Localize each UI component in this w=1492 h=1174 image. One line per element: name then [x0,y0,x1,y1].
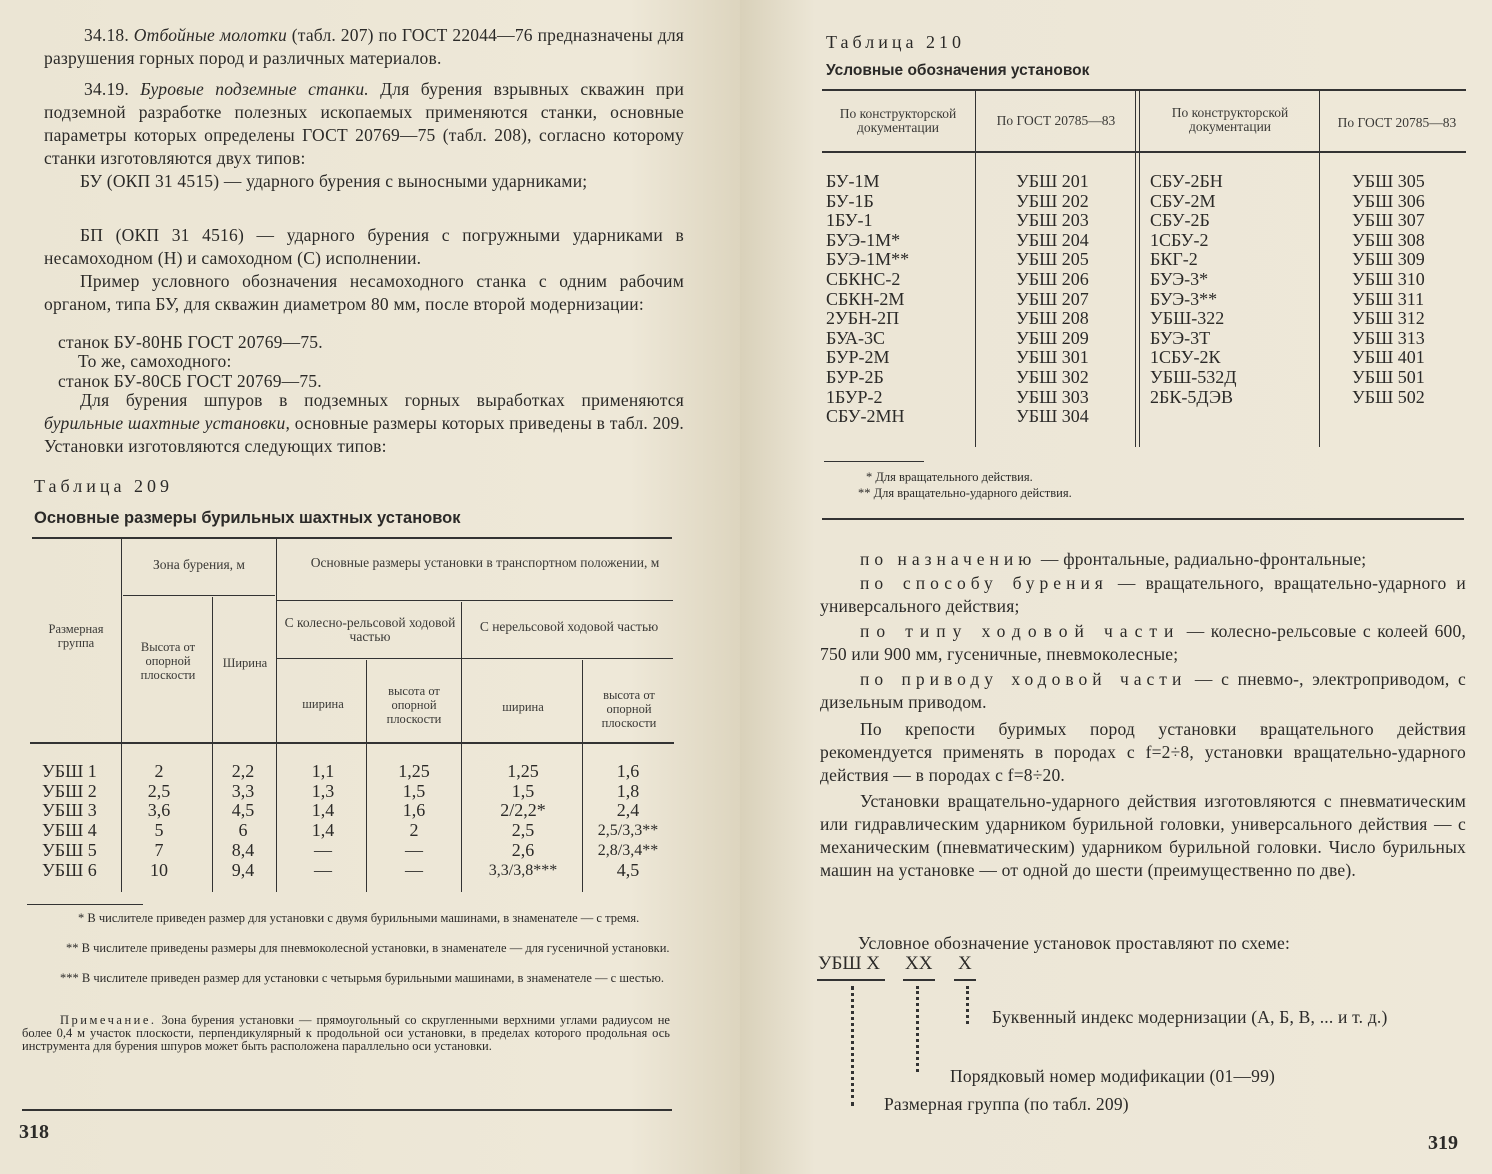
paragraph-bu: БУ (ОКП 31 4515) — ударного бурения с выносными ударниками; [80,171,588,191]
table210-header-1: По конструкторской документации [839,106,957,135]
table210-cell-c2-r13: УБШ 304 [1016,406,1089,427]
table210-bottom-rule [822,518,1464,520]
table210-cell-c2-r8: УБШ 208 [1016,308,1089,329]
table209-note-3: *** В числителе приведен размер для установки с четырьмя бурильными машинами, в знаменателе — с шестью. [60,971,664,985]
table210-cell-c1-r8: 2УБН-2П [826,308,900,329]
scheme-leader-3 [966,986,969,1024]
scheme-underline-1 [817,979,885,981]
table209-cell-r4-c2: 5 [154,820,164,841]
table210-cell-c1-r13: СБУ-2МН [826,406,905,427]
left-page [0,0,740,1174]
table209-cell-r1-c1: УБШ 1 [42,761,97,781]
table210-cell-c2-r3: УБШ 203 [1016,210,1089,231]
table210-cell-c1-r5: БУЭ-1М** [826,249,910,270]
table210-cell-c4-r5: УБШ 309 [1352,249,1425,270]
table209-note-1: * В числителе приведен размер для установки с двумя бурильными машинами, в знаменателе — с тремя. [78,911,640,925]
table210-cell-c3-r5: БКГ-2 [1150,249,1198,270]
table210-cell-c2-r6: УБШ 206 [1016,269,1089,289]
table210-cell-c2-r2: УБШ 202 [1016,190,1089,211]
page-number-right: 319 [1428,1132,1458,1154]
table209-top-rule [32,537,672,539]
table209-cell-r3-c3: 4,5 [231,800,255,821]
table210-cell-c3-r10: 1СБУ-2К [1150,347,1221,368]
table209-cell-r2-c6: 1,5 [511,780,535,801]
table209-cell-r1-c7: 1,6 [616,761,640,781]
table210-cell-c3-r8: УБШ-322 [1150,308,1225,329]
table210-vline-2b [1139,91,1140,447]
table210-cell-c1-r1: БУ-1М [826,171,880,191]
table209-title: Основные размеры бурильных шахтных установок [34,509,461,527]
type-by-purpose: по назначению — фронтальные, радиально-фронтальные; [860,549,1367,569]
table209-cell-r1-c2: 2 [154,761,164,781]
table210-cell-c3-r9: БУЭ-3Т [1150,327,1211,348]
header-group: Размерная группа [48,622,104,650]
scheme-underline-2 [903,979,935,981]
table210-cell-c4-r12: УБШ 502 [1352,386,1425,407]
example-1: станок БУ-80НБ ГОСТ 20769—75. [58,332,323,352]
table210-cell-c3-r1: СБУ-2БН [1150,171,1223,191]
table209-cell-r1-c5: 1,25 [398,761,430,781]
table209-cell-r5-c1: УБШ 5 [42,839,97,860]
table210-label: Таблица 210 [826,32,965,52]
table210-cell-c4-r3: УБШ 307 [1352,210,1425,231]
table210-vline-3 [1319,91,1320,447]
table209-cell-r4-c6: 2,5 [511,820,535,841]
table209-cell-r6-c2: 10 [150,859,168,880]
example-same: То же, самоходного: [78,351,232,371]
table209-rule-sub [277,658,673,659]
table210-cell-c4-r1: УБШ 305 [1352,171,1425,191]
header-zone: Зона бурения, м [153,557,245,572]
table209-cell-r1-c6: 1,25 [507,761,539,781]
paragraph-shpur: Для бурения шпуров в подземных горных выработках применяются бурильные шахтные установки, основные размеры которых приведены в табл. 209. Установки изготовляются следующих типов: [44,390,684,456]
table210-vline-1 [975,91,976,447]
table209-rule-zone [123,595,275,596]
table210-cell-c3-r7: БУЭ-3** [1150,288,1218,309]
header-nonrail-height: высота от опорной плоскости [601,688,657,730]
table209-cell-r5-c6: 2,6 [511,839,535,860]
table209-cell-r1-c4: 1,1 [311,761,335,781]
scheme-code-3: Х [958,953,972,974]
paragraph-3418: 34.18. Отбойные молотки (табл. 207) по ГОСТ 22044—76 предназначены для разрушения горных пород и различных материалов. [44,25,685,68]
table210-cell-c2-r5: УБШ 205 [1016,249,1089,270]
type-by-drive: по приводу ходовой части — с пневмо-, электроприводом, с дизельным приводом. [820,669,1466,712]
table210-header-3: По конструкторской документации [1171,105,1289,134]
table209-cell-r2-c7: 1,8 [616,780,640,801]
paragraph-hammer: Установки вращательно-ударного действия изготовляются с пневматическим или гидравлическим ударником бурильной головки, универсального действия — с механическим (пневматическим) ударником бурильной головки. Число бурильных машин на установке — от одной до шести (преимущественно по две). [820,791,1466,880]
table210-cell-c4-r9: УБШ 313 [1352,327,1425,348]
table210-cell-c3-r4: 1СБУ-2 [1150,229,1209,250]
table210-notes-rule [824,461,924,462]
table210-cell-c3-r3: СБУ-2Б [1150,210,1210,231]
table210-cell-c1-r4: БУЭ-1М* [826,229,901,250]
table209-cell-r3-c7: 2,4 [616,800,640,821]
scheme-label-modification: Порядковый номер модификации (01—99) [950,1066,1276,1086]
table209-vline-1 [121,539,122,892]
table209-cell-r4-c3: 6 [238,820,248,841]
table209-cell-r4-c1: УБШ 4 [42,820,97,841]
table209-rule-main [277,600,673,601]
table209-cell-r5-c3: 8,4 [231,839,255,860]
table209-cell-r6-c7: 4,5 [616,859,640,880]
table209-cell-r5-c7: 2,8/3,4** [597,841,659,859]
paragraph-example: Пример условного обозначения несамоходного станка с одним рабочим органом, типа БУ, для скважин диаметром 80 мм, после второй модернизации: [44,271,684,314]
table209-vline-5 [461,602,462,892]
table210-cell-c3-r12: 2БК-5ДЭВ [1150,386,1233,407]
table210-cell-c2-r10: УБШ 301 [1016,347,1089,368]
table210-cell-c4-r10: УБШ 401 [1352,347,1425,368]
paragraph-strength: По крепости буримых пород установки вращательного действия рекомендуется применять в породах с f=2÷8, установки вращательно-ударного действия — в породах с f=8÷20. [820,719,1466,785]
table210-cell-c4-r7: УБШ 311 [1352,288,1425,309]
table209-cell-r2-c2: 2,5 [147,780,171,801]
table210-title: Условные обозначения установок [826,62,1090,79]
scheme-leader-1 [851,986,854,1106]
scheme-label-group: Размерная группа (по табл. 209) [884,1094,1129,1114]
table209-cell-r5-c2: 7 [154,839,164,860]
table210-cell-c1-r7: СБКН-2М [826,288,905,309]
table210-cell-c4-r6: УБШ 310 [1352,269,1425,289]
page-number-left: 318 [19,1121,49,1143]
table209-cell-r5-c4: — [314,839,332,860]
header-rail-width: ширина [302,697,344,711]
table209-cell-r3-c6: 2/2,2* [500,800,546,821]
header-nonrail-width: ширина [502,700,544,714]
table210-top-rule [822,89,1466,91]
right-page [740,0,1492,1174]
table209-cell-r2-c5: 1,5 [402,780,426,801]
header-nonrail: С нерельсовой ходовой частью [479,619,659,634]
table209-cell-r6-c5: — [405,859,423,880]
table210-cell-c1-r10: БУР-2М [826,347,890,368]
table209-cell-r4-c4: 1,4 [311,820,335,841]
table209-header-rule [30,742,674,744]
table210-cell-c1-r2: БУ-1Б [826,190,874,211]
table209-vline-3 [276,539,277,892]
table209-cell-r3-c4: 1,4 [311,800,335,821]
table210-header-4: По ГОСТ 20785—83 [1337,115,1457,130]
scheme-intro: Условное обозначение установок проставляют по схеме: [858,933,1291,953]
table210-cell-c2-r12: УБШ 303 [1016,386,1089,407]
table210-header-2: По ГОСТ 20785—83 [996,113,1116,128]
table209-note-2: ** В числителе приведены размеры для пневмоколесной установки, в знаменателе — для гусеничной установки. [66,941,670,955]
scheme-underline-3 [954,979,976,981]
scheme-code-2: ХХ [905,953,933,974]
notes-rule [27,904,143,905]
table209-remark: Примечание. Зона бурения установки — прямоугольный со скругленными верхними углами радиусом не более 0,4 м участок плоскости, перпендикулярный к продольной оси установки, в пределах которого продольная ось инструмента для бурения шпуров может быть расположена параллельно оси установки. [22,1013,670,1053]
type-by-drilling: по способу бурения — вращательного, вращательно-ударного и универсального действия; [820,573,1466,616]
table210-cell-c1-r9: БУА-3С [826,327,886,348]
table209-cell-r6-c6: 3,3/3,8*** [488,861,558,879]
paragraph-3419: 34.19. Буровые подземные станки. Для бурения взрывных скважин при подземной разработке полезных ископаемых применяются станки, основные параметры которых определены ГОСТ 20769—75 (табл. 208), согласно которому станки изготовляются двух типов: [44,79,685,168]
table210-cell-c1-r3: 1БУ-1 [826,210,873,231]
table209-cell-r2-c3: 3,3 [231,780,255,801]
scheme-code-1: УБШ Х [818,953,881,974]
table210-note-2: ** Для вращательно-ударного действия. [858,486,1072,500]
table209-cell-r4-c5: 2 [409,820,419,841]
table209-cell-r3-c5: 1,6 [402,800,426,821]
header-zone-height: Высота от опорной плоскости [140,640,196,682]
table209-cell-r1-c3: 2,2 [231,761,255,781]
table209-cell-r3-c2: 3,6 [147,800,171,821]
header-main: Основные размеры установки в транспортном положении, м [310,555,660,570]
paragraph-bp: БП (ОКП 31 4516) — ударного бурения с погружными ударниками в несамоходном (Н) и самоходном (С) исполнении. [44,225,684,268]
table210-cell-c1-r12: 1БУР-2 [826,386,883,407]
table209-cell-r6-c4: — [314,859,332,880]
scheme-leader-2 [916,986,919,1072]
scheme-label-modernization: Буквенный индекс модернизации (А, Б, В, ... и т. д.) [992,1007,1388,1027]
table209-cell-r6-c3: 9,4 [231,859,255,880]
table210-cell-c2-r7: УБШ 207 [1016,288,1089,309]
table209-cell-r5-c5: — [405,839,423,860]
table210-cell-c2-r11: УБШ 302 [1016,367,1089,387]
table210-cell-c2-r4: УБШ 204 [1016,229,1089,250]
table210-cell-c4-r4: УБШ 308 [1352,229,1425,250]
table210-cell-c3-r11: УБШ-532Д [1150,367,1237,387]
table210-cell-c4-r8: УБШ 312 [1352,308,1425,329]
table210-cell-c4-r2: УБШ 306 [1352,190,1425,211]
table209-cell-r2-c4: 1,3 [311,780,335,801]
table210-vline-2a [1135,91,1136,447]
table210-cell-c1-r6: СБКНС-2 [826,269,901,289]
table209-cell-r2-c1: УБШ 2 [42,780,97,801]
header-rail-height: высота от опорной плоскости [386,684,442,726]
table210-cell-c4-r11: УБШ 501 [1352,367,1425,387]
example-2: станок БУ-80СБ ГОСТ 20769—75. [58,371,322,391]
table209-label: Таблица 209 [34,476,173,496]
header-zone-width: Ширина [222,656,268,670]
table210-cell-c2-r9: УБШ 209 [1016,327,1089,348]
table210-cell-c1-r11: БУР-2Б [826,367,884,387]
table210-cell-c3-r6: БУЭ-3* [1150,269,1209,289]
header-rail: С колесно-рельсовой ходовой частью [284,615,456,644]
type-by-chassis: по типу ходовой части — колесно-рельсовые с колеей 600, 750 или 900 мм, гусеничные, пневмоколесные; [820,621,1466,664]
table210-cell-c3-r2: СБУ-2М [1150,190,1216,211]
page-bottom-rule [22,1109,672,1111]
table210-cell-c2-r1: УБШ 201 [1016,171,1089,191]
table209-cell-r3-c1: УБШ 3 [42,800,97,821]
table209-cell-r6-c1: УБШ 6 [42,859,97,880]
table210-header-rule [822,151,1466,153]
table209-cell-r4-c7: 2,5/3,3** [597,822,659,840]
table210-note-1: * Для вращательного действия. [866,470,1033,484]
